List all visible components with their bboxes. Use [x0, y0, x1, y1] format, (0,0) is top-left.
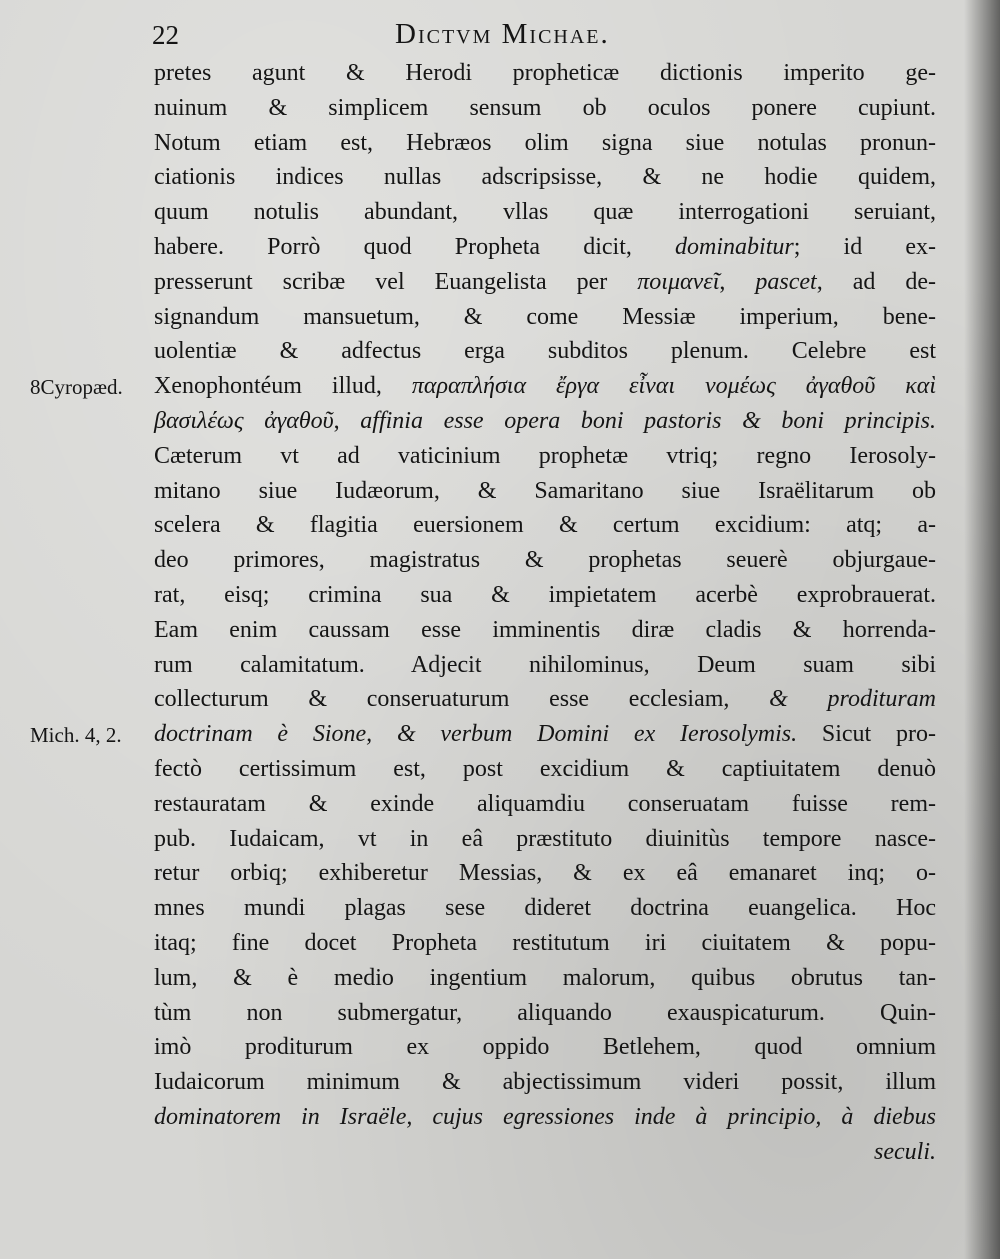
text-segment: rum calamitatum. Adjecit nihilominus, Deum suam sibi [154, 651, 936, 678]
text-segment: scelera & flagitia euersionem & certum excidium: atq; a- [154, 512, 936, 539]
text-line [154, 752, 936, 787]
text-segment: quum notulis abundant, vllas quæ interrogationi seruiant, [154, 199, 936, 226]
text-line [154, 56, 936, 91]
text-segment: Cæterum vt ad vaticinium prophetæ vtriq; regno Ierosoly- [154, 442, 936, 469]
text-line [154, 891, 936, 926]
text-segment: signandum mansuetum, & come Messiæ imperium, bene- [154, 303, 936, 330]
margin-note: Mich. 4, 2. [30, 723, 122, 748]
text-line [154, 334, 936, 369]
text-line [154, 717, 936, 752]
text-line [154, 856, 936, 891]
text-line [154, 1030, 936, 1065]
text-line [154, 1065, 936, 1100]
text-segment: rat, eisq; crimina sua & impietatem acerbè exprobrauerat. [154, 581, 936, 608]
text-segment: mnes mundi plagas sese dideret doctrina euangelica. Hoc [154, 895, 936, 922]
page-number: 22 [152, 20, 179, 50]
text-segment: , [719, 268, 756, 295]
text-segment: tùm non submergatur, aliquando exauspicaturum. Quin- [154, 999, 936, 1026]
italic-text: βασιλέως ἀγαθοῦ [154, 407, 334, 434]
text-segment: Notum etiam est, Hebræos olim signa siue notulas pronun- [154, 129, 936, 156]
text-line [154, 126, 936, 161]
text-line [154, 404, 936, 439]
text-line [154, 1135, 936, 1170]
text-segment: pretes agunt & Herodi propheticæ dictionis imperito ge- [154, 60, 936, 86]
text-line [154, 369, 936, 404]
italic-text: pascet [755, 268, 817, 295]
text-segment: pub. Iudaicam, vt in eâ præstituto diuinitùs tempore nasce- [154, 825, 936, 852]
page-header [0, 14, 1000, 54]
text-segment: retur orbiq; exhiberetur Messias, & ex eâ emanaret inq; o- [154, 860, 936, 887]
text-segment: restauratam & exinde aliquamdiu conseruatam fuisse rem- [154, 790, 936, 817]
margin-note: 8Cyropæd. [30, 375, 123, 400]
text-line [154, 613, 936, 648]
italic-text: dominatorem in Israële, cujus egressiones inde à principio, à diebus [154, 1103, 936, 1130]
text-segment: uolentiæ & adfectus erga subditos plenum. Celebre est [154, 338, 936, 365]
text-segment: , [333, 407, 361, 434]
text-segment: nuinum & simplicem sensum ob oculos ponere cupiunt. [154, 94, 936, 121]
text-line [154, 508, 936, 543]
text-line [154, 230, 936, 265]
text-line [154, 300, 936, 335]
text-segment: imò proditurum ex oppido Betlehem, quod omnium [154, 1034, 936, 1061]
text-line [154, 926, 936, 961]
text-segment: Xenophontéum illud, [154, 373, 412, 400]
text-line [154, 265, 936, 300]
text-line [154, 996, 936, 1031]
italic-text: & prodituram [769, 686, 937, 713]
text-segment: ; id ex- [793, 233, 937, 260]
text-segment: , ad de- [816, 268, 937, 295]
text-segment: fectò certissimum est, post excidium & captiuitatem denuò [154, 755, 936, 782]
body-text [154, 56, 936, 1170]
italic-text: παραπλήσια ἔργα εἶναι νομέως ἀγαθοῦ καὶ [411, 373, 936, 400]
italic-text: dominabitur [675, 233, 794, 260]
text-segment: habere. Porrò quod Propheta dicit, [154, 233, 676, 260]
italic-text: doctrinam è Sione, & verbum Domini ex Ierosolymis. [154, 721, 798, 748]
text-line [154, 160, 936, 195]
text-line [154, 474, 936, 509]
italic-text: affinia esse opera boni pastoris & boni principis. [360, 407, 937, 434]
text-line [154, 961, 936, 996]
text-segment: Iudaicorum minimum & abjectissimum videri possit, illum [154, 1069, 936, 1096]
text-segment: lum, & è medio ingentium malorum, quibus obrutus tan- [154, 964, 936, 991]
italic-text: seculi. [874, 1138, 936, 1165]
text-line [154, 648, 936, 683]
text-segment: mitano siue Iudæorum, & Samaritano siue Israëlitarum ob [154, 477, 936, 504]
text-line [154, 91, 936, 126]
text-segment: Sicut pro- [797, 721, 936, 748]
page-edge-shadow [964, 0, 1000, 1259]
text-line [154, 1100, 936, 1135]
text-line [154, 578, 936, 613]
text-segment: Eam enim caussam esse imminentis diræ cladis & horrenda- [154, 616, 936, 643]
text-segment: itaq; fine docet Propheta restitutum iri ciuitatem & popu- [154, 929, 936, 956]
text-line [154, 195, 936, 230]
text-segment: collecturum & conseruaturum esse ecclesiam, [154, 686, 770, 713]
text-segment: ciationis indices nullas adscripsisse, & ne hodie quidem, [154, 164, 936, 191]
text-line [154, 543, 936, 578]
text-line [154, 439, 936, 474]
text-line [154, 787, 936, 822]
running-head: Dictvm Michae. [395, 18, 610, 50]
italic-text: ποιμανεῖ [637, 268, 720, 295]
text-line [154, 822, 936, 857]
text-segment: presserunt scribæ vel Euangelista per [154, 268, 638, 295]
text-line [154, 682, 936, 717]
text-segment: deo primores, magistratus & prophetas seuerè objurgaue- [154, 547, 936, 574]
